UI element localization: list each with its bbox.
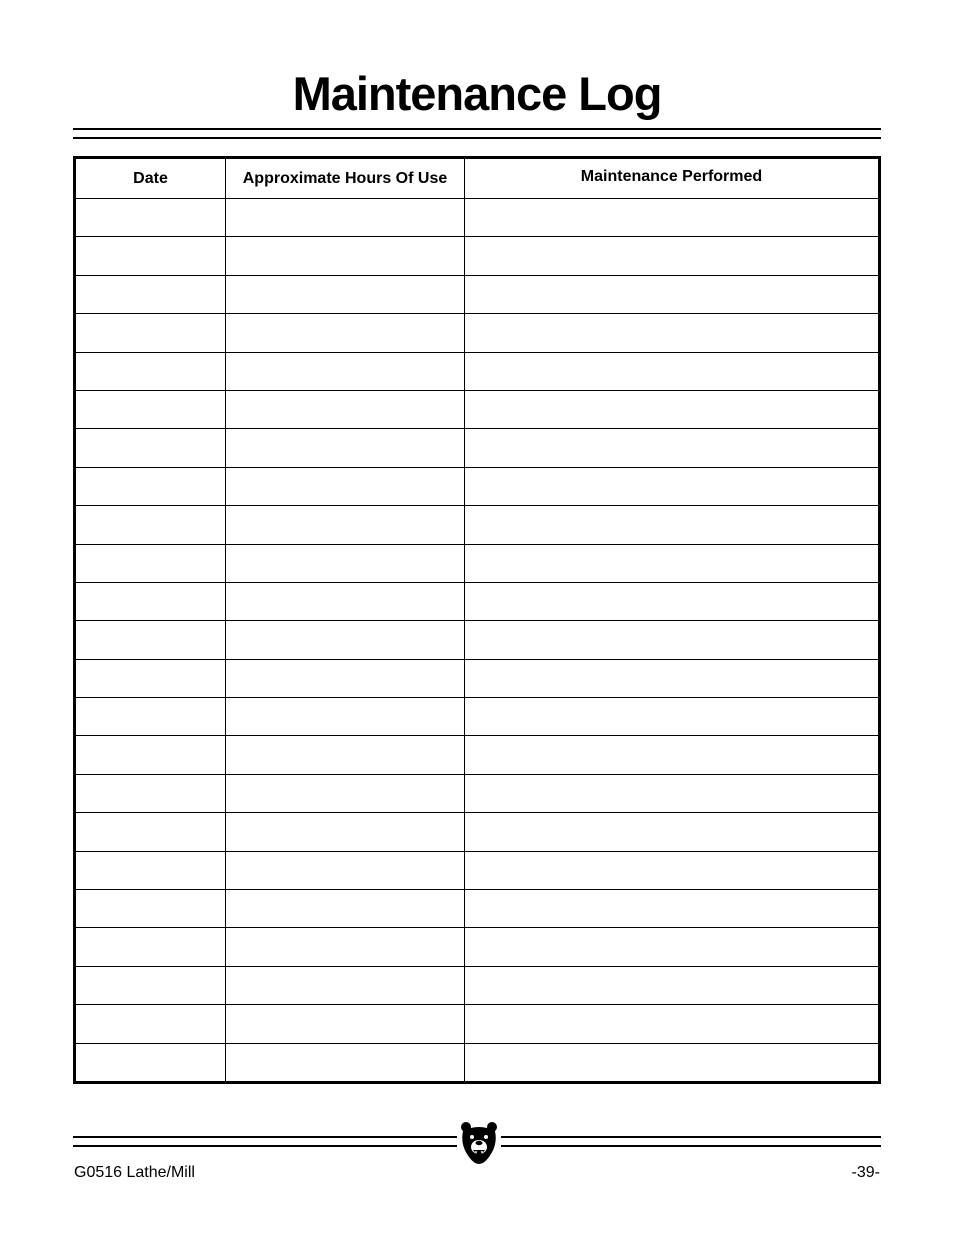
date-cell <box>75 352 226 390</box>
table-row <box>75 851 880 889</box>
hours-cell <box>226 506 465 544</box>
date-cell <box>75 544 226 582</box>
header-date: Date <box>75 158 226 199</box>
table-row <box>75 698 880 736</box>
header-maintenance: Maintenance Performed <box>465 158 880 199</box>
table-row <box>75 1043 880 1082</box>
maintenance-cell <box>465 1005 880 1043</box>
table-row <box>75 774 880 812</box>
table-row <box>75 966 880 1004</box>
date-cell <box>75 736 226 774</box>
hours-cell <box>226 774 465 812</box>
hours-cell <box>226 966 465 1004</box>
title-rule-top <box>73 128 881 130</box>
footer-model: G0516 Lathe/Mill <box>74 1164 195 1181</box>
table-row <box>75 352 880 390</box>
maintenance-cell <box>465 314 880 352</box>
footer-rule-left-top <box>73 1136 457 1138</box>
footer-rule-right-top <box>501 1136 881 1138</box>
hours-cell <box>226 813 465 851</box>
hours-cell <box>226 1005 465 1043</box>
maintenance-cell <box>465 237 880 275</box>
hours-cell <box>226 314 465 352</box>
date-cell <box>75 966 226 1004</box>
maintenance-cell <box>465 390 880 428</box>
table-row <box>75 237 880 275</box>
hours-cell <box>226 736 465 774</box>
date-cell <box>75 275 226 313</box>
table-body <box>75 199 880 1083</box>
maintenance-cell <box>465 698 880 736</box>
hours-cell <box>226 390 465 428</box>
date-cell <box>75 237 226 275</box>
maintenance-cell <box>465 582 880 620</box>
maintenance-cell <box>465 199 880 237</box>
table-row <box>75 890 880 928</box>
hours-cell <box>226 199 465 237</box>
hours-cell <box>226 928 465 966</box>
date-cell <box>75 199 226 237</box>
date-cell <box>75 890 226 928</box>
date-cell <box>75 813 226 851</box>
date-cell <box>75 621 226 659</box>
table-row <box>75 1005 880 1043</box>
maintenance-cell <box>465 1043 880 1082</box>
date-cell <box>75 314 226 352</box>
hours-cell <box>226 467 465 505</box>
hours-cell <box>226 1043 465 1082</box>
table-row <box>75 736 880 774</box>
table-row <box>75 582 880 620</box>
table-header-row <box>75 158 880 199</box>
table-row <box>75 199 880 237</box>
maintenance-cell <box>465 774 880 812</box>
table-row <box>75 928 880 966</box>
maintenance-cell <box>465 621 880 659</box>
table-row <box>75 506 880 544</box>
bear-head-icon <box>459 1121 499 1165</box>
table-row <box>75 429 880 467</box>
page-title: Maintenance Log <box>292 67 662 120</box>
hours-cell <box>226 429 465 467</box>
maintenance-cell <box>465 813 880 851</box>
hours-cell <box>226 659 465 697</box>
date-cell <box>75 1005 226 1043</box>
header-hours: Approximate Hours Of Use <box>226 158 465 199</box>
maintenance-cell <box>465 928 880 966</box>
maintenance-cell <box>465 659 880 697</box>
date-cell <box>75 506 226 544</box>
maintenance-cell <box>465 352 880 390</box>
date-cell <box>75 774 226 812</box>
hours-cell <box>226 851 465 889</box>
date-cell <box>75 467 226 505</box>
maintenance-cell <box>465 851 880 889</box>
table-row <box>75 621 880 659</box>
table-row <box>75 659 880 697</box>
hours-cell <box>226 698 465 736</box>
maintenance-cell <box>465 506 880 544</box>
maintenance-cell <box>465 275 880 313</box>
footer-page-number: -39- <box>851 1164 880 1181</box>
table-row <box>75 813 880 851</box>
hours-cell <box>226 275 465 313</box>
hours-cell <box>226 352 465 390</box>
hours-cell <box>226 544 465 582</box>
date-cell <box>75 390 226 428</box>
date-cell <box>75 582 226 620</box>
maintenance-cell <box>465 429 880 467</box>
table-row <box>75 467 880 505</box>
maintenance-cell <box>465 890 880 928</box>
date-cell <box>75 698 226 736</box>
maintenance-cell <box>465 966 880 1004</box>
table-row <box>75 390 880 428</box>
date-cell <box>75 851 226 889</box>
maintenance-cell <box>465 544 880 582</box>
title-rule-bottom <box>73 137 881 139</box>
table-row <box>75 275 880 313</box>
table-row <box>75 544 880 582</box>
footer-rule-left-bottom <box>73 1145 457 1147</box>
hours-cell <box>226 890 465 928</box>
date-cell <box>75 659 226 697</box>
table-row <box>75 314 880 352</box>
date-cell <box>75 928 226 966</box>
maintenance-cell <box>465 736 880 774</box>
maintenance-log-table <box>73 156 881 1084</box>
hours-cell <box>226 621 465 659</box>
date-cell <box>75 1043 226 1082</box>
date-cell <box>75 429 226 467</box>
maintenance-cell <box>465 467 880 505</box>
footer-rule-right-bottom <box>501 1145 881 1147</box>
hours-cell <box>226 237 465 275</box>
hours-cell <box>226 582 465 620</box>
